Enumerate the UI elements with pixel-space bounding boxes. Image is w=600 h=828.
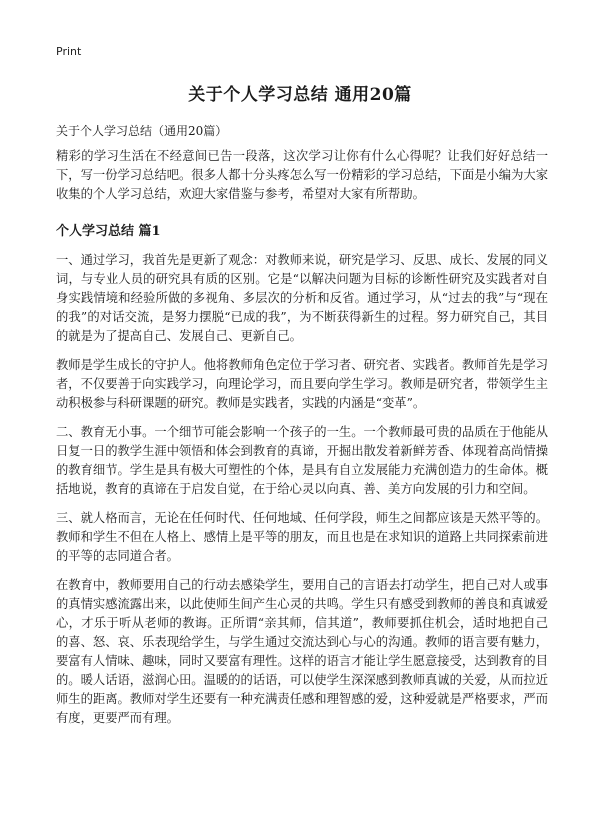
document-subtitle: 关于个人学习总结（通用20篇） [56, 124, 228, 138]
section-heading: 个人学习总结 篇1 [56, 224, 161, 239]
print-link[interactable]: Print [56, 45, 82, 58]
body-paragraph-2: 教师是学生成长的守护人。他将教师角色定位于学习者、研究者、实践者。教师首先是学习者，不仅要善于向实践学习，向理论学习，而且要向学生学习。教师是研究者，带领学生主动积极参与科研课题的研究。教师是实践者，实践的内涵是“变革”。 [56, 358, 548, 410]
body-paragraph-3: 二、教育无小事。一个细节可能会影响一个孩子的一生。一个教师最可贵的品质在于他能从日复一日的教学生涯中领悟和体会到教育的真谛，开掘出散发着新鲜芳香、体现着高尚情操的教育细节。学生是具有极大可塑性的个体，是具有自立发展能力充满创造力的生命体。概括地说，教育的真谛在于启发自觉，在于给心灵以向真、善、美方向发展的引力和空间。 [56, 425, 548, 496]
body-paragraph-5: 在教育中，教师要用自己的行动去感染学生，要用自己的言语去打动学生，把自己对人或事的真情实感流露出来，以此使师生间产生心灵的共鸣。学生只有感受到教师的善良和真诚爱心，才乐于听从老师的教诲。正所谓“亲其师，信其道”，教师要抓住机会，适时地把自己的喜、怒、哀、乐表现给学生，与学生通过交流达到心与心的沟通。教师的语言要有魅力，要富有人情味、趣味，同时又要富有理性。这样的语言才能让学生愿意接受，达到教育的目的。暖人话语，滋润心田。温暖的的话语，可以使学生深深感到教师真诚的关爱，从而拉近师生的距离。教师对学生还要有一种充满责任感和理智感的爱，这种爱就是严格要求，严而有度，更要严而有理。 [56, 578, 548, 725]
page-title: 关于个人学习总结 通用20篇 [188, 85, 412, 105]
intro-paragraph: 精彩的学习生活在不经意间已告一段落，这次学习让你有什么心得呢？让我们好好总结一下，写一份学习总结吧。很多人都十分头疼怎么写一份精彩的学习总结，下面是小编为大家收集的个人学习总结，欢迎大家借鉴与参考，希望对大家有所帮助。 [56, 149, 548, 201]
article-body [56, 147, 548, 738]
body-paragraph-1: 一、通过学习，我首先是更新了观念：对教师来说，研究是学习、反思、成长、发展的同义词，与专业人员的研究具有质的区别。它是“以解决问题为目标的诊断性研究及实践者对自身实践情境和经验所做的多视角、多层次的分析和反省。通过学习，从“过去的我”与“现在的我”的对话交流，是努力摆脱“已成的我”，为不断获得新生的过程。努力研究自己，其目的就是为了提高自己、发展自己、更新自己。 [56, 253, 548, 343]
body-paragraph-4: 三、就人格而言，无论在任何时代、任何地域、任何学段，师生之间都应该是天然平等的。教师和学生不但在人格上、感情上是平等的朋友，而且也是在求知识的道路上共同探索前进的平等的志同道合者。 [56, 511, 548, 563]
